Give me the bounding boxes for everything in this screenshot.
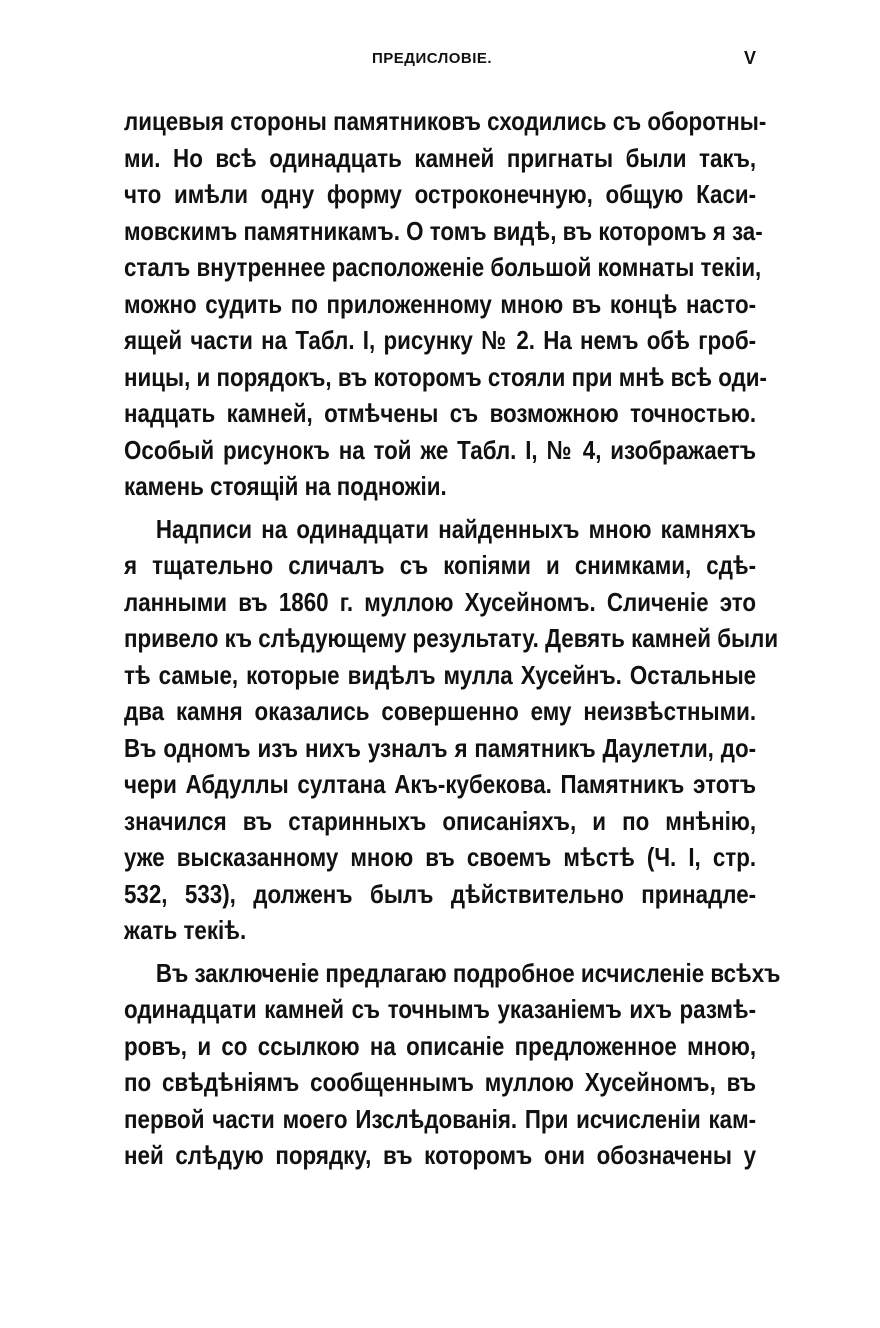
- text-line: ровъ, и со ссылкою на описаніе предложенное мною,: [124, 1030, 757, 1061]
- text-line: два камня оказались совершенно ему неизвѣстными.: [124, 696, 757, 726]
- text-line: ми. Но всѣ одинадцать камней пригнаты были такъ,: [124, 142, 757, 173]
- text-line: лицевыя стороны памятниковъ сходились съ оборотны-: [124, 106, 767, 136]
- text-line: 532, 533), долженъ былъ дѣйствительно принадле-: [124, 878, 757, 909]
- text-line: жать текіѣ.: [124, 915, 247, 945]
- text-line: я тщательно сличалъ съ копіями и снимками, сдѣ-: [124, 550, 757, 580]
- text-line: Въ одномъ изъ нихъ узналъ я памятникъ Даулетли, до-: [124, 732, 757, 763]
- body-text: [124, 103, 781, 1174]
- text-line: Въ заключеніе предлагаю подробное исчисленіе всѣхъ: [155, 957, 781, 988]
- text-line: Надписи на одинадцати найденныхъ мною камняхъ: [155, 513, 757, 544]
- text-line: значился въ старинныхъ описаніяхъ, и по мнѣнію,: [124, 805, 757, 836]
- page-number: V: [743, 48, 756, 68]
- paragraph-3: [124, 955, 781, 1174]
- text-line: надцать камней, отмѣчены съ возможною точностью.: [124, 398, 757, 428]
- text-line: ней слѣдую порядку, въ которомъ они обозначены у: [124, 1140, 757, 1170]
- text-line: привело къ слѣдующему результату. Девять камней были: [124, 623, 779, 653]
- text-line: ящей части на Табл. I, рисунку № 2. На немъ обѣ гроб-: [124, 325, 757, 355]
- text-line: можно судить по приложенному мною въ концѣ насто-: [124, 288, 757, 319]
- page-header: [124, 46, 756, 76]
- text-line: камень стоящій на подножіи.: [124, 471, 447, 501]
- text-line: одинадцати камней съ точнымъ указаніемъ ихъ размѣ-: [124, 994, 757, 1024]
- text-line: тѣ самые, которые видѣлъ мулла Хусейнъ. Остальные: [124, 659, 757, 690]
- text-line: мовскимъ памятникамъ. О томъ видѣ, въ которомъ я за-: [124, 215, 763, 246]
- paragraph-1: [124, 103, 767, 505]
- text-line: Особый рисунокъ на той же Табл. I, № 4, изображаетъ: [124, 434, 757, 465]
- text-line: по свѣдѣніямъ сообщеннымъ муллою Хусейномъ, въ: [124, 1067, 757, 1097]
- text-line: что имѣли одну форму остроконечную, общую Каси-: [124, 179, 757, 209]
- running-title: ПРЕДИСЛОВІЕ.: [372, 50, 493, 67]
- text-line: ницы, и порядокъ, въ которомъ стояли при мнѣ всѣ оди-: [124, 361, 767, 392]
- text-line: сталъ внутреннее расположеніе большой комнаты текіи,: [124, 252, 762, 282]
- text-line: уже высказанному мною въ своемъ мѣстѣ (Ч. I, стр.: [124, 842, 757, 872]
- paragraph-2: [124, 511, 779, 949]
- text-line: чери Абдуллы султана Акъ-кубекова. Памятникъ этотъ: [124, 769, 757, 799]
- text-line: первой части моего Изслѣдованія. При исчисленіи кам-: [124, 1103, 757, 1134]
- text-line: ланными въ 1860 г. муллою Хусейномъ. Сличеніе это: [124, 586, 757, 617]
